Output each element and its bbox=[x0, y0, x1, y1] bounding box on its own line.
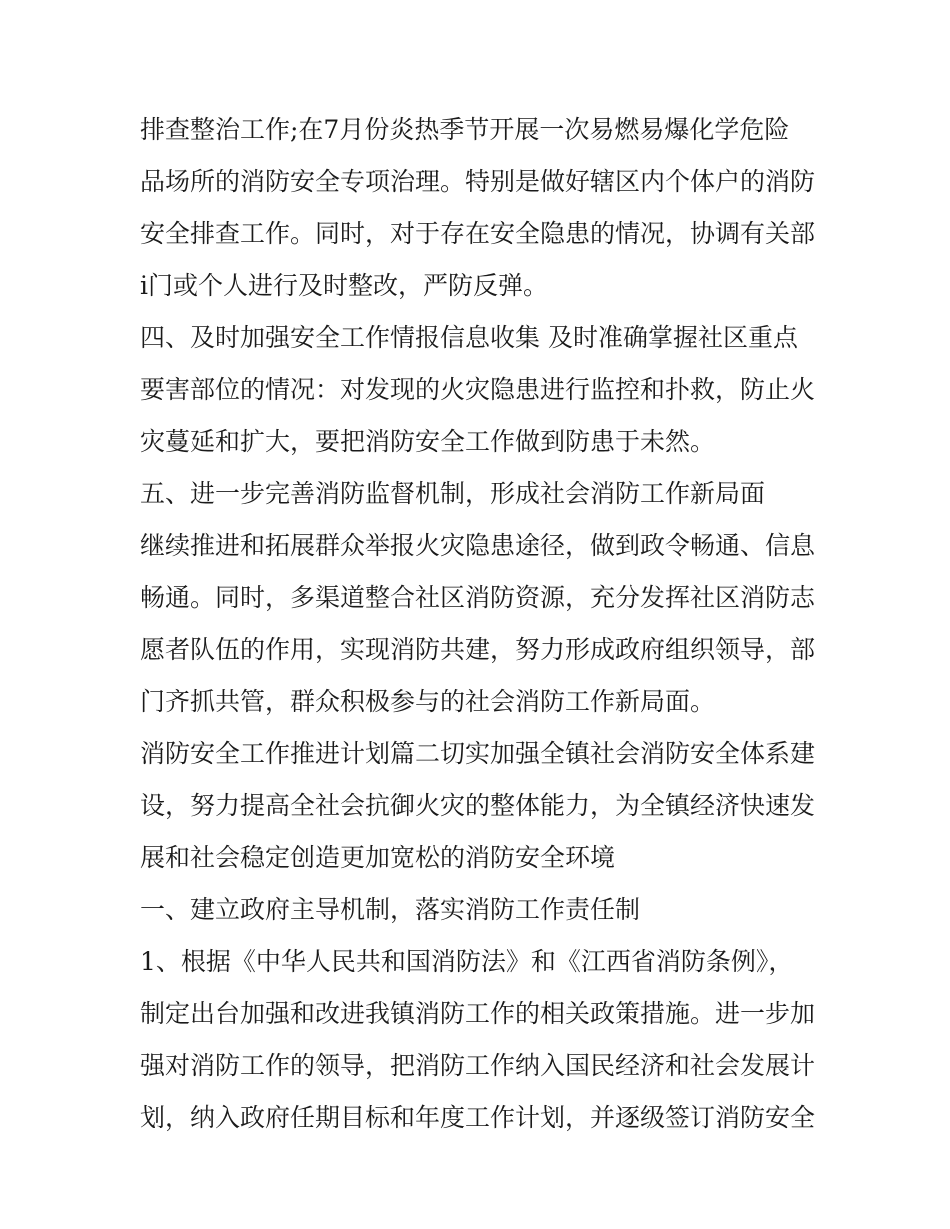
section-heading-1: 一、建立政府主导机制，落实消防工作责任制 bbox=[140, 895, 641, 924]
text-line: 继续推进和拓展群众举报火灾隐患途径，做到政令畅通、信息 bbox=[140, 531, 816, 560]
text-line: 畅通。同时，多渠道整合社区消防资源，充分发挥社区消防志 bbox=[140, 583, 816, 612]
list-item-1: 1、根据《中华人民共和国消防法》和《江西省消防条例》， bbox=[140, 947, 794, 976]
text-line: 制定出台加强和改进我镇消防工作的相关政策措施。进一步加 bbox=[140, 999, 816, 1028]
section-heading-5: 五、进一步完善消防监督机制，形成社会消防工作新局面 bbox=[140, 479, 766, 508]
text-line: 灾蔓延和扩大，要把消防安全工作做到防患于未然。 bbox=[140, 427, 716, 456]
text-line: 门齐抓共管，群众积极参与的社会消防工作新局面。 bbox=[140, 687, 716, 716]
text-line: 品场所的消防安全专项治理。特别是做好辖区内个体户的消防 bbox=[140, 167, 816, 196]
text-line: 划，纳入政府任期目标和年度工作计划，并逐级签订消防安全 bbox=[140, 1103, 816, 1132]
text-line: 设，努力提高全社会抗御火灾的整体能力，为全镇经济快速发 bbox=[140, 791, 816, 820]
document-body bbox=[140, 104, 820, 1144]
text-line: 强对消防工作的领导，把消防工作纳入国民经济和社会发展计 bbox=[140, 1051, 816, 1080]
section-heading-4: 四、及时加强安全工作情报信息收集 及时准确掌握社区重点 bbox=[140, 323, 798, 352]
text-line: 要害部位的情况：对发现的火灾隐患进行监控和扑救，防止火 bbox=[140, 375, 816, 404]
text-line: i门或个人进行及时整改，严防反弹。 bbox=[140, 271, 548, 300]
text-line: 展和社会稳定创造更加宽松的消防安全环境 bbox=[140, 843, 616, 872]
text-line: 消防安全工作推进计划篇二切实加强全镇社会消防安全体系建 bbox=[140, 739, 816, 768]
text-line: 安全排查工作。同时，对于存在安全隐患的情况，协调有关部 bbox=[140, 219, 816, 248]
text-line: 愿者队伍的作用，实现消防共建，努力形成政府组织领导，部 bbox=[140, 635, 816, 664]
text-line: 排查整治工作;在7月份炎热季节开展一次易燃易爆化学危险 bbox=[140, 115, 790, 144]
